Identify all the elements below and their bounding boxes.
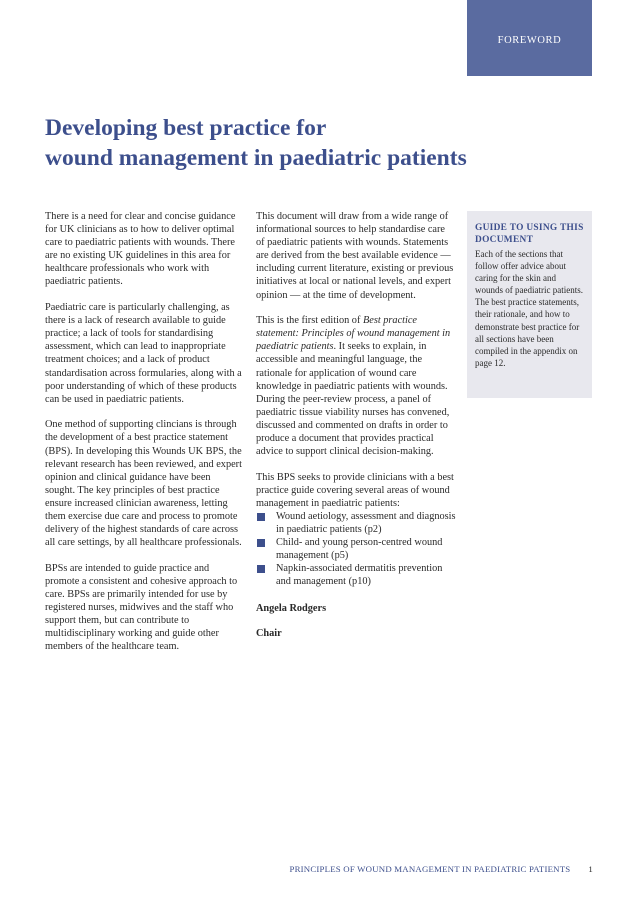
paragraph: There is a need for clear and concise guidance for UK clinicians as to how to deliver optimal care to paediatric patients with wounds. There are no existing UK guidelines in this area for healthcare professionals who work with paediatric patients. [45,211,236,288]
sidebar-body: Each of the sections that follow offer advice about caring for the skin and wounds of paediatric patients. The best practice statements, their rationale, and how to demonstrate best practice for all sections have been compiled in the appendix on page 12. [475,249,583,368]
section-tab [467,0,592,76]
topics-list [256,510,456,589]
list-item [256,562,456,588]
page-title [45,113,565,173]
guide-sidebar [467,211,592,398]
paragraph: Paediatric care is particularly challenging, as there is a lack of research available to guide practice; a lack of tools for standardising assessment, which can lead to inappropriate treatment choices; and a lack of product standardisation across formularies, along with a poor understanding of which of these products can be used in paediatric patients. [45,302,242,405]
body-column-left [45,210,243,666]
square-bullet-icon [257,513,265,521]
paragraph: This BPS seeks to provide clinicians with a best practice guide covering several areas of wound management in paediatric patients: [256,471,454,509]
signature-name: Angela Rodgers [256,602,327,614]
paragraph-edition [256,314,456,458]
document-title-italic: Best practice statement: Principles of wound management in paediatric patients [256,315,451,353]
list-item-text: Wound aetiology, assessment and diagnosis in paediatric patients (p2) [276,510,456,536]
page-number: 1 [588,864,593,874]
list-item [256,536,456,562]
body-column-middle [256,210,456,653]
section-tab-label: FOREWORD [497,34,562,46]
paragraph: One method of supporting clincians is through the development of a best practice statement (BPS). In developing this Wounds UK BPS, the relevant research has been reviewed, and expert opinion and clinical guidance have been sought. The key principles of best practice ensure increased clinician awareness, letting them exercise due care and process to promote delivery of the highest standards of care across all care settings, by all healthcare professionals. [45,419,242,549]
list-item-text: Child- and young person-centred wound management (p5) [276,537,443,562]
text: This is the first edition of [256,315,363,327]
square-bullet-icon [257,565,265,573]
page-title-line1: Developing best practice for [45,115,327,141]
sidebar-title: GUIDE TO USING THIS DOCUMENT [475,223,584,245]
page-footer [260,864,593,874]
paragraph: This document will draw from a wide range of informational sources to help standardise care of paediatric patients with wounds. Statements are derived from the best available evidence — including current literature, existing or previous initiatives at local or national levels, and expert opinion — at the time of development. [256,211,454,301]
signature-role: Chair [256,628,282,640]
square-bullet-icon [257,539,265,547]
list-item-text: Napkin-associated dermatitis prevention and management (p10) [276,563,443,588]
text: . It seeks to explain, in accessible and meaningful language, the rationale for application of wound care knowledge in paediatric patients with wounds. During the peer-review process, a panel of paediatric tissue viability nurses has convened, discussed and commented on drafts in order to produce a document that provides practical advice to support clinical decision-making. [256,341,450,458]
page-title-line2: wound management in paediatric patients [45,145,467,171]
running-title: PRINCIPLES OF WOUND MANAGEMENT IN PAEDIATRIC PATIENTS [289,864,571,874]
paragraph: BPSs are intended to guide practice and promote a consistent and cohesive approach to care. BPSs are primarily intended for use by registered nurses, midwives and the staff who support them, but can contribute to multidisciplinary working and guide other members of the healthcare team. [45,562,238,653]
list-item [256,510,456,536]
